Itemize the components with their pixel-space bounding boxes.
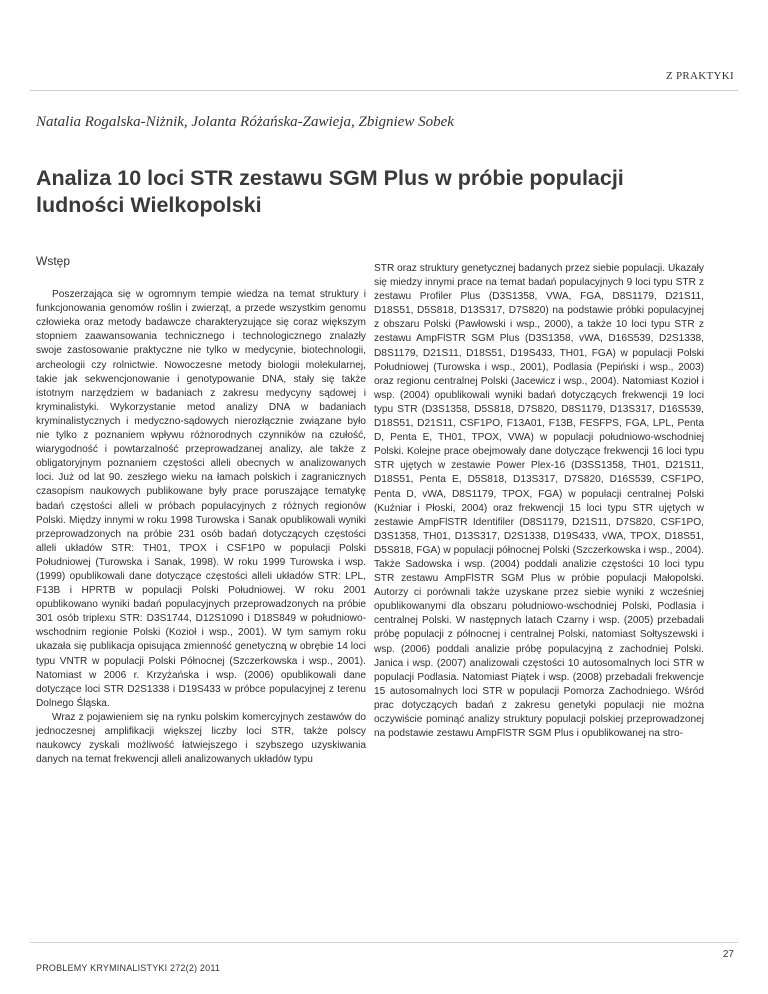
section-heading: Wstęp [36, 254, 71, 268]
paragraph: Poszerzająca się w ogromnym tempie wiedza na temat struktury i funkcjonowania genomów roślin i zwierząt, a przede wszystkim genomu człowieka oraz metody badawcze charakteryzujące się coraz większym stopniem zaawansowania technicznego i technologicznego znalazły swoje zastosowanie praktyczne nie tylko w medycynie, biotechnologii, archeologii czy rolnictwie. Nowoczesne metody biologii molekularnej, takie jak sekwencjonowanie i genotypowanie DNA, stały się także istotnym narzędziem w badaniach z zakresu medycyny sądowej i kryminalistyki. Wykorzystanie metod analizy DNA w badaniach kryminalistycznych i medyczno-sądowych nierozłącznie związane było nie tylko z poznaniem wpływu różnorodnych czynników na czułość, wiarygodność i powtarzalność przeprowadzanej analizy, ale także z obligatoryjnym poznaniem częstości alleli obecnych w analizowanych loci. Już od lat 90. zeszłego wieku na łamach polskich i zagranicznych czasopism naukowych publikowane były prace poruszające tematykę badań częstości alleli w próbach populacyjnych z różnych regionów Polski. Między innymi w roku 1998 Turowska i Sanak opublikowali wyniki przeprowadzonych na próbie 231 osób badań dotyczących częstości alleli układów STR: TH01, TPOX i CSF1P0 w populacji Polski Południowej (Turowska i Sanak, 1998). W roku 1999 Turowska i wsp. (1999) opublikowali dane dotyczące częstości alleli układów STR: LPL, F13B i HPRTB w populacji Polski Południowej. W roku 2001 opublikowano wyniki badań populacyjnych przeprowadzonych na próbie 301 osób triplexu STR: D3S1744, D12S1090 i D18S849 w południowo-wschodnim regionie Polski (Kozioł i wsp., 2001). W tym samym roku ukazała się publikacja opisująca zmienność genetyczną w obrębie 14 loci typu VNTR w populacji Polski Północnej (Szczerkowska i wsp., 2001). Natomiast w 2006 r. Krzyżańska i wsp. (2006) opublikowali dane dotyczące loci STR D2S1338 i D19S433 w próbce populacyjnej z terenu Dolnego Śląska. [36, 289, 366, 709]
footer-rule [30, 942, 738, 943]
article-authors: Natalia Rogalska-Niżnik, Jolanta Różańska-Zawieja, Zbigniew Sobek [36, 114, 454, 130]
title-line-1: Analiza 10 loci STR zestawu SGM Plus w próbie populacji [36, 166, 624, 190]
section-label: Z PRAKTYKI [665, 70, 734, 82]
header-rule [30, 90, 738, 91]
right-column [374, 262, 704, 741]
left-column [36, 254, 366, 767]
paragraph: Wraz z pojawieniem się na rynku polskim komercyjnych zestawów do jednoczesnej amplifikacji większej liczby loci STR, także polscy naukowcy zyskali możliwość łatwiejszego i szybszego uzyskiwania danych na temat frekwencji alleli analizowanych układów typu [36, 711, 366, 766]
article-title [36, 165, 676, 219]
title-line-2: ludności Wielkopolski [36, 193, 262, 217]
page-number: 27 [722, 949, 734, 960]
journal-name: PROBLEMY KRYMINALISTYKI 272(2) 2011 [36, 963, 221, 973]
paragraph: STR oraz struktury genetycznej badanych przez siebie populacji. Ukazały się miedzy innymi prace na temat badań populacyjnych 9 loci typu STR z zestawu Profiler Plus (D3S1358, VWA, FGA, D8S1179, D21S11, D18S51, D5S818, D13S317, D7S820) na podstawie próbki populacyjnej z obszaru Polski (Pawłowski i wsp., 2000), a także 10 loci typu STR z zestawu AmpFlSTR SGM Plus (D3S1358, vWA, D16S539, D2S1338, D8S1179, D21S11, D18S51, D19S433, TH01, FGA) w populacji Polski Południowej (Turowska i wsp., 2001), Podlasia (Pepiński i wsp., 2003) oraz regionu centralnej Polski (Jacewicz i wsp., 2004). Natomiast Kozioł i wsp. (2004) opublikowali wyniki badań dotyczących frekwencji 19 loci typu STR (D3S1358, D5S818, D7S820, D8S1179, D13S317, D16S539, D18S51, D21S11, CSF1PO, F13A01, F13B, FESFPS, FGA, LPL, Penta D, Penta E, TH01, TPOX, VWA) w populacji południowo-wschodniej Polski. Kolejne prace obejmowały dane dotyczące frekwencji 16 loci typu STR ujętych w zestawie Power Plex-16 (D3SS1358, TH01, D21S11, D18S51, Penta E, D5S818, D13S317, D7S820, D16S539, CSF1PO, Penta D, vWA, D8S1179, TPOX, FGA) w populacji centralnej Polski (Kuźniar i Płoski, 2004) oraz frekwencji 15 loci typu STR ujętych w zestawie AmpFlSTR Identifiler (D8S1179, D21S11, D7S820, CSF1PO, D3S1358, TH01, D13S317, D2S1338, D19S433, vWA, TPOX, D18S51, D5S818, FGA) w populacji północnej Polski (Szczerkowska i wsp., 2004). Także Sadowska i wsp. (2004) poddali analizie częstości 10 loci typu STR zestawu AmpFlSTR SGM Plus w próbie populacji Małopolski. Autorzy ci porównali także uzyskane przez siebie wyniki z wcześniej opublikowanymi dla obszaru południowo-wschodniej Polski, Podlasia i centralnej Polski. W następnych latach Czarny i wsp. (2005) przebadali próbę populacji z północnej i centralnej Polski, natomiast Sołtyszewski i wsp. (2006) poddali analizie próbę populacyjną z zachodniej Polski. Janica i wsp. (2007) analizowali częstości 10 autosomalnych loci STR w populacji Podlasia. Natomiast Piątek i wsp. (2008) przebadali frekwencje 15 autosomalnych loci STR w populacji Pomorza Zachodniego. Wśród prac dotyczących badań z zakresu genetyki populacji nie można oczywiście pominąć analizy struktury populacji polskiej przeprowadzonej na podstawie zestawu AmpFlSTR SGM Plus i opublikowanej na stro- [374, 263, 704, 740]
